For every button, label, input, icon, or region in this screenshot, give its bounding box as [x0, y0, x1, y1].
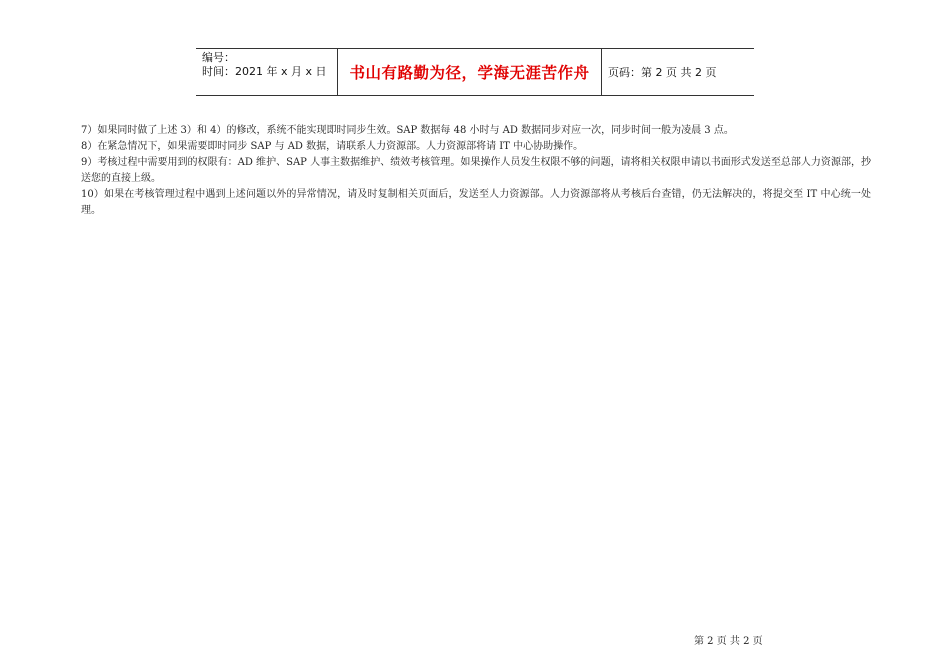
header-page-code: 页码：第 2 页 共 2 页 — [608, 66, 717, 79]
header-meta — [196, 49, 338, 95]
page-footer: 第 2 页 共 2 页 — [694, 636, 763, 647]
paragraph-10: 10）如果在考核管理过程中遇到上述问题以外的异常情况，请及时复制相关页面后，发送至人力资源部。人力资源部将从考核后台查错，仍无法解决的，将提交至 IT 中心统一处理。 — [81, 189, 871, 216]
number-label: 编号： — [202, 51, 235, 64]
paragraph-7: 7）如果同时做了上述 3）和 4）的修改，系统不能实现即时同步生效。SAP 数据每 48 小时与 AD 数据同步对应一次，同步时间一般为凌晨 3 点。 — [81, 125, 734, 136]
time-label: 时间：2021 年 x 月 x 日 — [202, 65, 327, 78]
header-motto: 书山有路勤为径，学海无涯苦作舟 — [338, 49, 602, 95]
document-header — [196, 48, 754, 96]
document-body — [81, 123, 871, 219]
paragraph-8: 8）在紧急情况下，如果需要即时同步 SAP 与 AD 数据，请联系人力资源部。人力资源部将请 IT 中心协助操作。 — [81, 141, 584, 152]
paragraph-9: 9）考核过程中需要用到的权限有：AD 维护、SAP 人事主数据维护、绩效考核管理。如果操作人员发生权限不够的问题，请将相关权限申请以书面形式发送至总部人力资源部，抄送您的直接上级。 — [81, 157, 871, 184]
